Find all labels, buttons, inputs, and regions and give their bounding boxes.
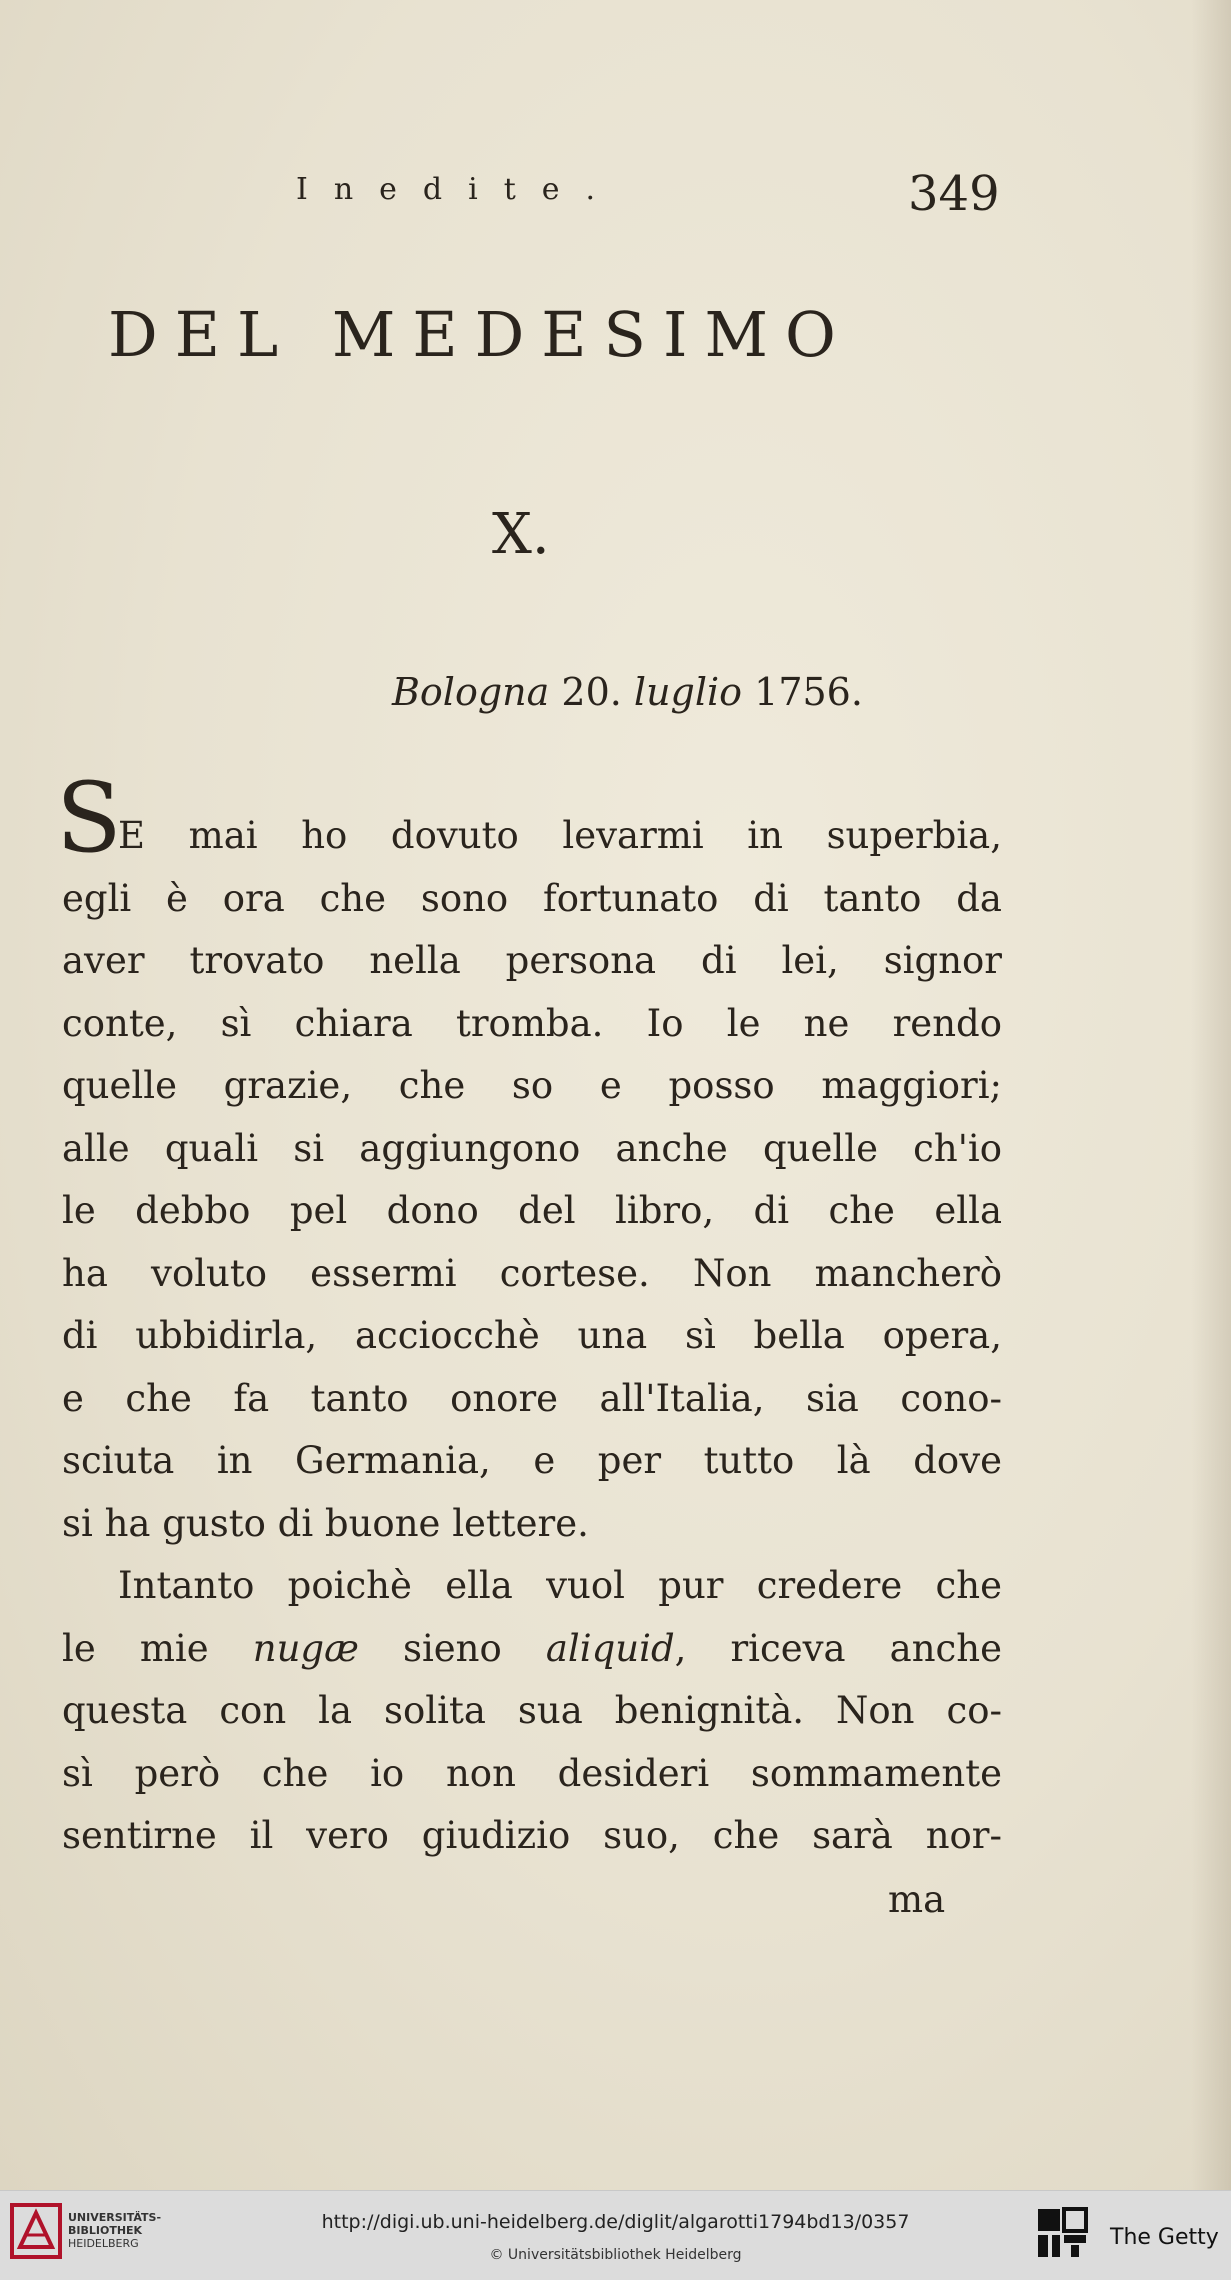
dateline <box>392 670 863 714</box>
dateline-year: 1756. <box>754 670 863 714</box>
text-segment: , riceva anche <box>674 1626 1003 1670</box>
text-line: e che fa tanto onore all'Italia, sia cono- <box>62 1376 1002 1420</box>
running-head: Inedite. <box>296 172 622 207</box>
copyright-notice: © Universitätsbibliothek Heidelberg <box>489 2247 742 2263</box>
getty-mark-icon <box>1036 2207 1096 2263</box>
text-line: Intanto poichè ella vuol pur credere che <box>118 1564 1002 1607</box>
text-line: le debbo pel dono del libro, di che ella <box>62 1189 1002 1232</box>
text-line: questa con la solita sua benignità. Non co- <box>62 1689 1002 1732</box>
catchword: ma <box>888 1878 946 1921</box>
text-line: si ha gusto di buone lettere. <box>62 1501 589 1545</box>
text-line <box>62 1618 1002 1681</box>
text-line: E mai ho dovuto levarmi in superbia, <box>118 814 1002 857</box>
paragraph-1 <box>62 805 1002 1555</box>
page-number: 349 <box>908 166 1000 222</box>
library-name-line: BIBLIOTHEK <box>68 2224 143 2237</box>
sponsor-name: The Getty <box>1110 2225 1219 2250</box>
italic-nugae: nugæ <box>252 1626 359 1670</box>
letter-numeral: X. <box>492 502 550 567</box>
text-segment: sieno <box>402 1626 502 1670</box>
text-segment: le mie <box>62 1626 209 1670</box>
text-line: conte, sì chiara tromba. Io le ne rendo <box>62 1001 1002 1045</box>
permalink-url[interactable]: http://digi.ub.uni-heidelberg.de/diglit/algarotti1794bd13/0357 <box>321 2211 910 2233</box>
text-line: sentirne il vero giudizio suo, che sarà nor- <box>62 1814 1002 1857</box>
text-line: sì però che io non desideri sommamente <box>62 1751 1002 1795</box>
text-line: di ubbidirla, acciocchè una sì bella opera, <box>62 1314 1002 1357</box>
letter-title: DEL MEDESIMO <box>108 298 853 371</box>
library-name-line: UNIVERSITÄTS- <box>68 2211 162 2224</box>
text-line: quelle grazie, che so e posso maggiori; <box>62 1064 1002 1107</box>
text-line: alle quali si aggiungono anche quelle ch'io <box>62 1126 1002 1170</box>
viewer-footer <box>0 2190 1231 2280</box>
italic-aliquid: aliquid <box>545 1626 675 1670</box>
getty-logo[interactable] <box>1036 2207 1226 2267</box>
text-line: egli è ora che sono fortunato di tanto da <box>62 876 1002 920</box>
dateline-place: Bologna <box>392 670 550 714</box>
drop-cap: S <box>56 762 122 874</box>
text-line: aver trovato nella persona di lei, signor <box>62 939 1002 982</box>
dateline-month: luglio <box>633 670 743 714</box>
library-name-line: HEIDELBERG <box>68 2237 139 2250</box>
text-line: sciuta in Germania, e per tutto là dove <box>62 1439 1002 1482</box>
text-line: ha voluto essermi cortese. Non mancherò <box>62 1251 1002 1295</box>
dateline-day: 20. <box>561 670 622 714</box>
paragraph-2 <box>62 1555 1002 1868</box>
